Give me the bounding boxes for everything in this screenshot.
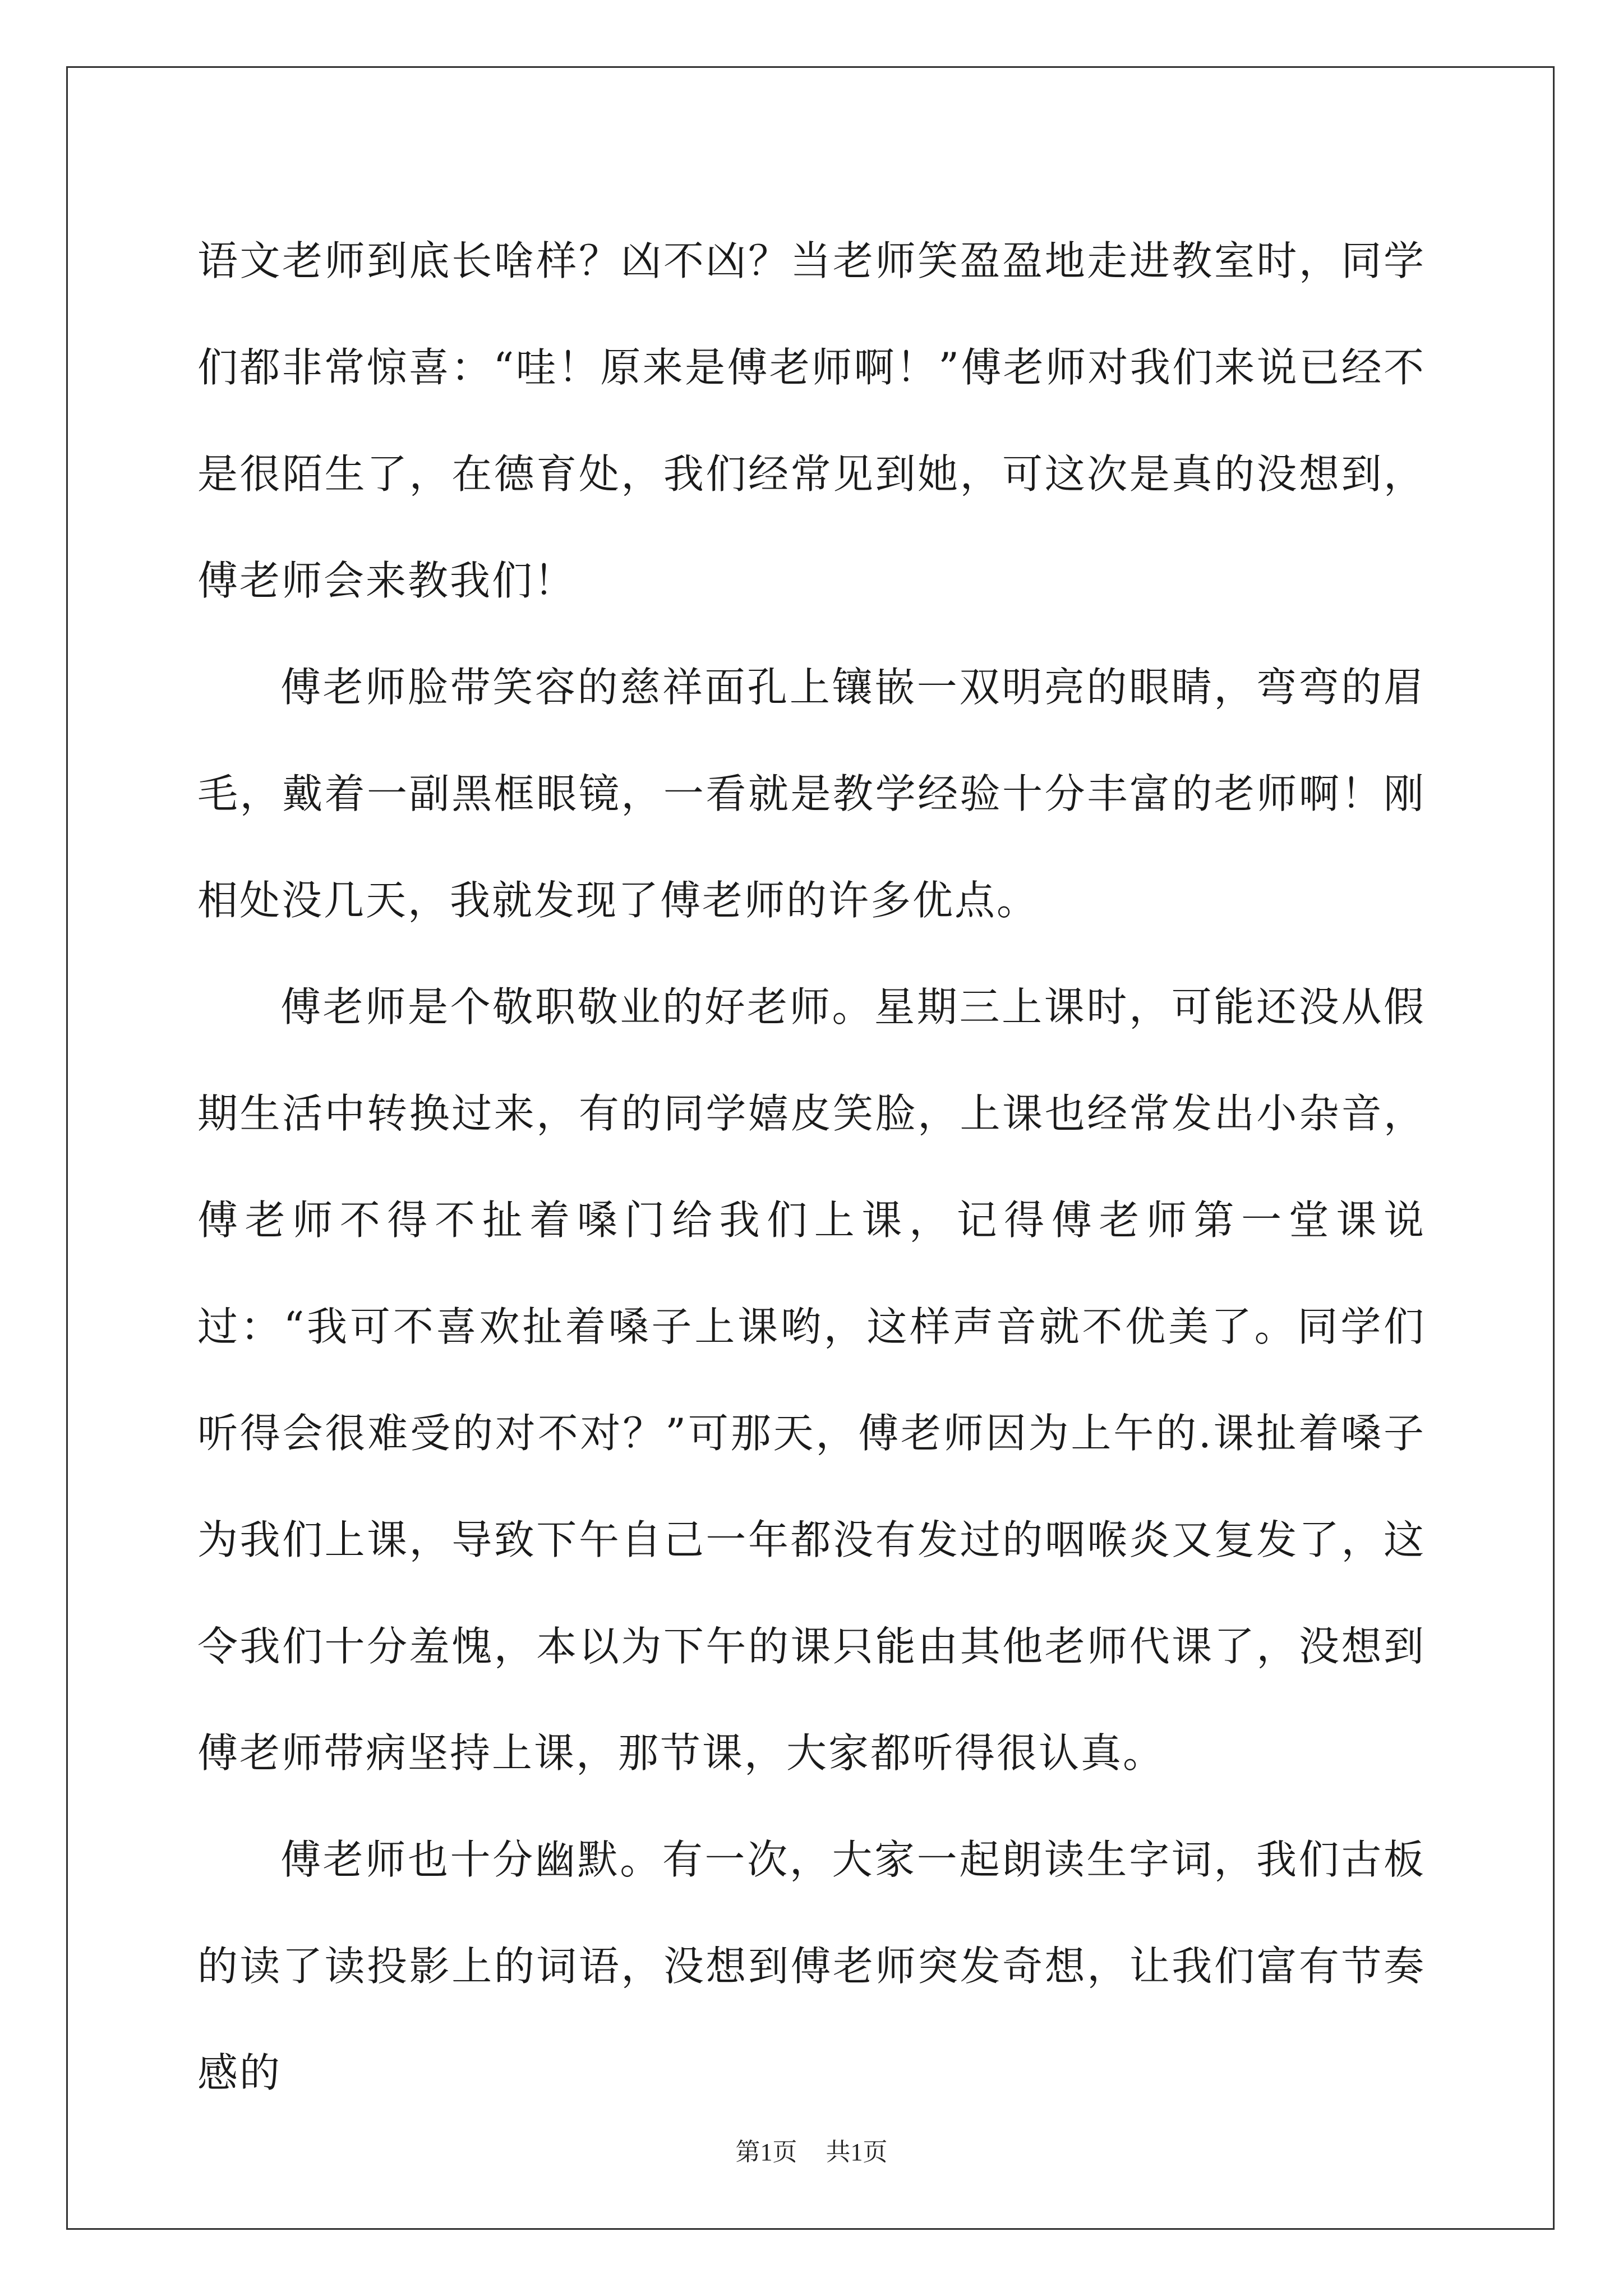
paragraph-3: 傅老师是个敬职敬业的好老师。星期三上课时，可能还没从假期生活中转换过来，有的同学嬉皮笑脸，上课也经常发出小杂音，傅老师不得不扯着嗓门给我们上课，记得傅老师第一堂课说过：“我可不喜欢扯着嗓子上课哟，这样声音就不优美了。同学们听得会很难受的对不对？”可那天，傅老师因为上午的.课扯着嗓子为我们上课，导致下午自己一年都没有发过的咽喉炎又复发了，这令我们十分羞愧，本以为下午的课只能由其他老师代课了，没想到傅老师带病坚持上课，那节课，大家都听得很认真。 — [197, 983, 1426, 1777]
page-total: 共1页 — [826, 2138, 888, 2166]
paragraph-4: 傅老师也十分幽默。有一次，大家一起朗读生字词，我们古板的读了读投影上的词语，没想到傅老师突发奇想，让我们富有节奏感的 — [197, 1836, 1426, 2096]
paragraph-1: 语文老师到底长啥样？凶不凶？当老师笑盈盈地走进教室时，同学们都非常惊喜：“哇！原来是傅老师啊！”傅老师对我们来说已经不是很陌生了，在德育处，我们经常见到她，可这次是真的没想到，傅老师会来教我们！ — [197, 237, 1426, 604]
paragraph-2: 傅老师脸带笑容的慈祥面孔上镶嵌一双明亮的眼睛，弯弯的眉毛，戴着一副黑框眼镜，一看就是教学经验十分丰富的老师啊！刚相处没几天，我就发现了傅老师的许多优点。 — [197, 664, 1426, 924]
document-body — [197, 208, 1426, 2126]
page-footer — [0, 2132, 1623, 2168]
page-number: 第1页 — [735, 2138, 797, 2166]
